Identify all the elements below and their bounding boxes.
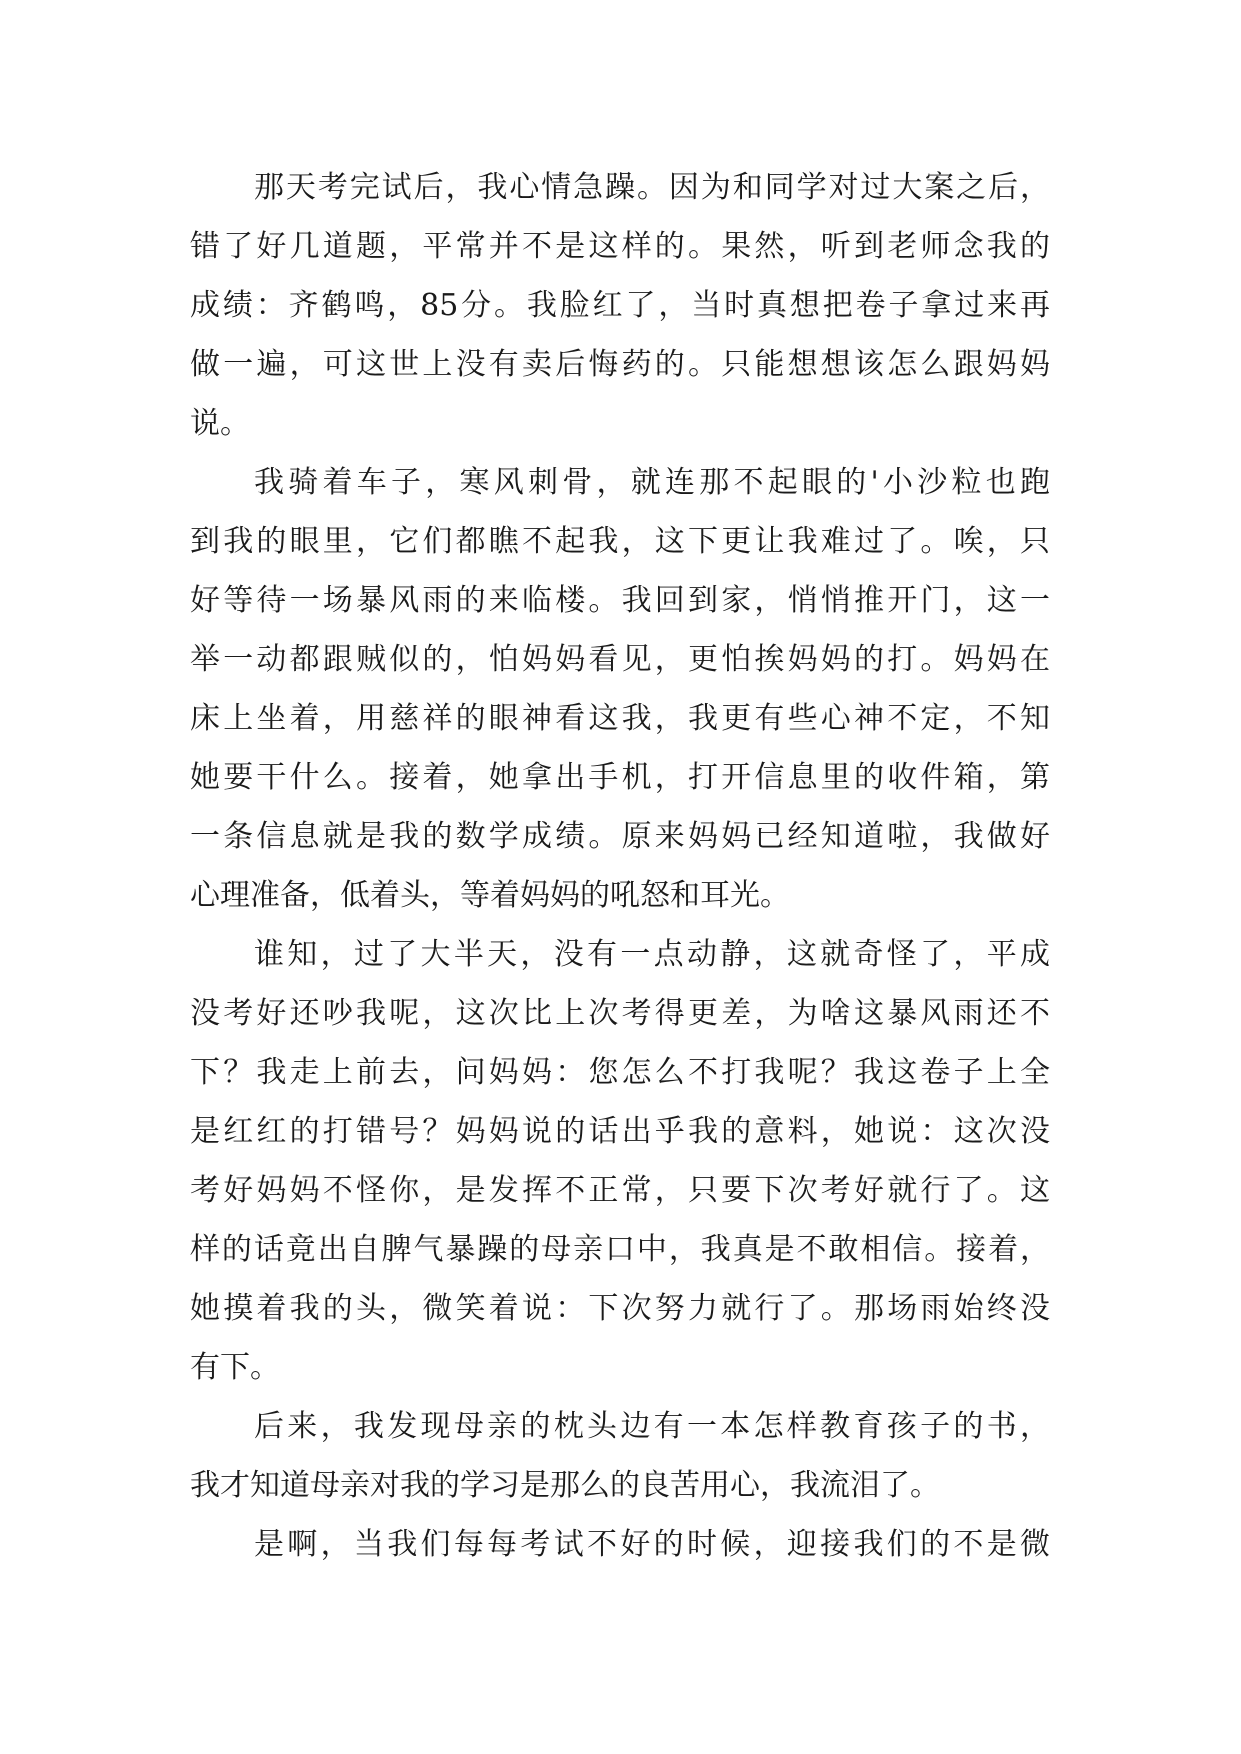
text-line: 后来，我发现母亲的枕头边有一本怎样教育孩子的书， xyxy=(254,1409,1050,1444)
text-line: 是啊，当我们每每考试不好的时候，迎接我们的不是微 xyxy=(254,1527,1050,1562)
text-line: 好等待一场暴风雨的来临楼。我回到家，悄悄推开门，这一 xyxy=(190,583,1050,618)
text-line: 没考好还吵我呢，这次比上次考得更差，为啥这暴风雨还不 xyxy=(190,996,1050,1031)
text-line: 说。 xyxy=(190,406,250,441)
text-line: 她摸着我的头，微笑着说：下次努力就行了。那场雨始终没 xyxy=(190,1291,1050,1326)
paragraph-5 xyxy=(190,1515,1050,1574)
text-line: 到我的眼里，它们都瞧不起我，这下更让我难过了。唉，只 xyxy=(190,524,1050,559)
text-line: 样的话竟出自脾气暴躁的母亲口中，我真是不敢相信。接着， xyxy=(190,1232,1050,1267)
text-line: 成绩：齐鹤鸣，85分。我脸红了，当时真想把卷子拿过来再 xyxy=(190,288,1050,323)
text-line: 是红红的打错号？妈妈说的话出乎我的意料，她说：这次没 xyxy=(190,1114,1050,1149)
text-line: 有下。 xyxy=(190,1350,280,1385)
text-line: 举一动都跟贼似的，怕妈妈看见，更怕挨妈妈的打。妈妈在 xyxy=(190,642,1050,677)
text-line: 那天考完试后，我心情急躁。因为和同学对过大案之后， xyxy=(254,170,1050,205)
text-line: 床上坐着，用慈祥的眼神看这我，我更有些心神不定，不知 xyxy=(190,701,1050,736)
article-body xyxy=(190,158,1050,1574)
text-line: 我骑着车子，寒风刺骨，就连那不起眼的'小沙粒也跑 xyxy=(254,465,1050,500)
paragraph-1 xyxy=(190,158,1050,453)
text-line: 心理准备，低着头，等着妈妈的吼怒和耳光。 xyxy=(190,878,790,913)
text-line: 一条信息就是我的数学成绩。原来妈妈已经知道啦，我做好 xyxy=(190,819,1050,854)
text-line: 她要干什么。接着，她拿出手机，打开信息里的收件箱，第 xyxy=(190,760,1050,795)
text-line: 做一遍，可这世上没有卖后悔药的。只能想想该怎么跟妈妈 xyxy=(190,347,1050,382)
paragraph-4 xyxy=(190,1397,1050,1515)
paragraph-2 xyxy=(190,453,1050,925)
text-line: 错了好几道题，平常并不是这样的。果然，听到老师念我的 xyxy=(190,229,1050,264)
text-line: 考好妈妈不怪你，是发挥不正常，只要下次考好就行了。这 xyxy=(190,1173,1050,1208)
text-line: 谁知，过了大半天，没有一点动静，这就奇怪了，平成 xyxy=(254,937,1050,972)
paragraph-3 xyxy=(190,925,1050,1397)
text-line: 下？我走上前去，问妈妈：您怎么不打我呢？我这卷子上全 xyxy=(190,1055,1050,1090)
text-line: 我才知道母亲对我的学习是那么的良苦用心，我流泪了。 xyxy=(190,1468,940,1503)
